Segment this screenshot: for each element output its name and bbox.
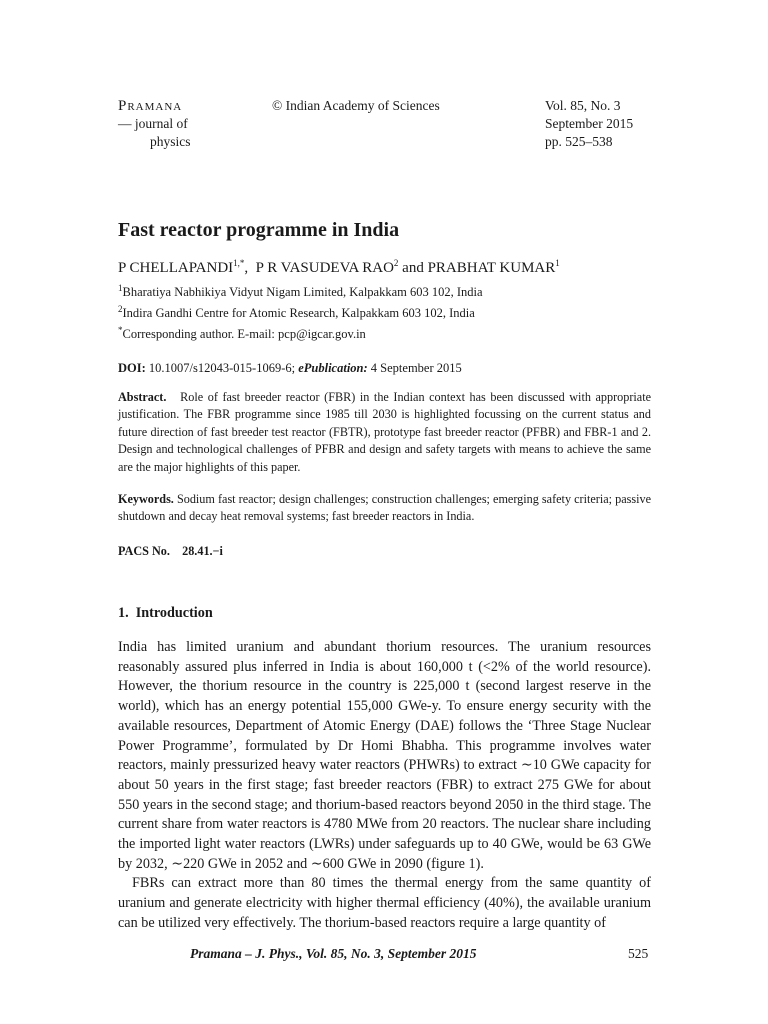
keywords: [118, 491, 651, 526]
body-text: [118, 638, 651, 934]
pacs-value: 28.41.−i: [182, 544, 223, 558]
keywords-label: Keywords.: [118, 492, 174, 506]
affiliation-marker: *: [118, 325, 123, 336]
volume-number: Vol. 85, No. 3: [545, 98, 621, 113]
journal-masthead: [118, 97, 191, 151]
epub-date: 4 September 2015: [370, 361, 462, 375]
journal-subtitle-2: physics: [150, 134, 191, 149]
author-superscript: 1: [555, 258, 560, 268]
doi-label: DOI:: [118, 361, 146, 375]
author-superscript: 1,*: [233, 258, 245, 268]
section-heading: [118, 605, 213, 622]
issue-info: [545, 97, 633, 151]
corresponding-author: [118, 322, 483, 343]
abstract-label: Abstract.: [118, 390, 167, 404]
running-footer: Pramana – J. Phys., Vol. 85, No. 3, September 2015: [190, 946, 477, 961]
affiliation-marker: 1: [118, 283, 123, 293]
affiliation-text: Corresponding author. E-mail: pcp@igcar.gov.in: [122, 327, 366, 342]
epub-label: ePublication:: [298, 361, 368, 375]
affiliation-marker: 2: [118, 304, 123, 315]
paper-title: Fast reactor programme in India: [118, 219, 400, 241]
section-number: 1.: [118, 605, 129, 621]
issue-date: September 2015: [545, 116, 634, 131]
doi-line: [118, 361, 462, 376]
page-range: pp. 525–538: [545, 134, 613, 149]
pacs-label: PACS No.: [118, 544, 170, 558]
paragraph: India has limited uranium and abundant thorium resources. The uranium resources reasonably assured plus inferred in India is about 160,000 t (<2% of the world resource). However, the thorium resource in the country is 225,000 t (second largest reserve in the world), which has an energy potential 155,000 GWe-y. To ensure energy security with the available resources, Department of Atomic Energy (DAE) follows the ‘Three Stage Nuclear Power Programme’, formulated by Dr Homi Bhabha. This programme involves water reactors, mainly pressurized heavy water reactors (PHWRs) to extract ∼10 GWe capacity for about 50 years in the first stage; fast breeder reactors (FBR) to extract 275 GWe for about 550 years in the second stage; and thorium-based reactors beyond 2050 in the third stage. The current share from water reactors is 4780 MWe from 20 reactors. The nuclear share including the imported light water reactors (LWRs) under safeguards up to 40 GWe, would be 63 GWe by 2032, ∼220 GWe in 2052 and ∼600 GWe in 2090 (figure 1).: [118, 639, 651, 872]
abstract: [118, 389, 651, 476]
author-name: PRABHAT KUMAR: [427, 260, 556, 276]
affiliation-text: Indira Gandhi Centre for Atomic Research, Kalpakkam 603 102, India: [122, 306, 475, 321]
author-list: P $CHELLAPANDI^{1,*}$, P R VASUDEVA RAO$^2$ and PRABHAT KUMAR$^1$: [118, 258, 560, 276]
author-name: P R VASUDEVA RAO: [255, 260, 394, 276]
author-conjunction: and: [402, 260, 424, 276]
journal-name: Pramana: [118, 98, 183, 114]
page-number: 525: [628, 946, 649, 961]
affiliation-line: [118, 301, 483, 322]
pacs-line: [118, 543, 223, 560]
journal-subtitle: — journal of: [118, 116, 188, 131]
author-superscript: 2: [393, 258, 399, 268]
keywords-text: Sodium fast reactor; design challenges; construction challenges; emerging safety criteria; passive shutdown and decay heat removal systems; fast breeder reactors in India.: [118, 492, 651, 524]
affiliations: [118, 280, 483, 343]
affiliation-text: Bharatiya Nabhikiya Vidyut Nigam Limited, Kalpakkam 603 102, India: [122, 285, 483, 300]
affiliation-line: [118, 280, 483, 301]
section-title: Introduction: [135, 605, 213, 621]
paragraph: FBRs can extract more than 80 times the thermal energy from the same quantity of uranium and generate electricity with higher thermal efficiency (40%), the available uranium can be utilized very effectively. The thorium-based reactors require a large quantity of: [118, 875, 651, 931]
copyright-notice: © Indian Academy of Sciences: [272, 98, 440, 113]
author-name: P CHELLAPANDI: [118, 260, 234, 276]
abstract-text: Role of fast breeder reactor (FBR) in the Indian context has been discussed with appropriate justification. The FBR programme since 1985 till 2030 is highlighted focussing on the current status and future direction of fast breeder test reactor (FBTR), prototype fast breeder reactor (PFBR) and FBR-1 and 2. Design and technological challenges of PFBR and design and safety targets with means to achieve the same are the major highlights of this paper.: [118, 390, 651, 474]
doi-link[interactable]: 10.1007/s12043-015-1069-6;: [148, 361, 296, 375]
